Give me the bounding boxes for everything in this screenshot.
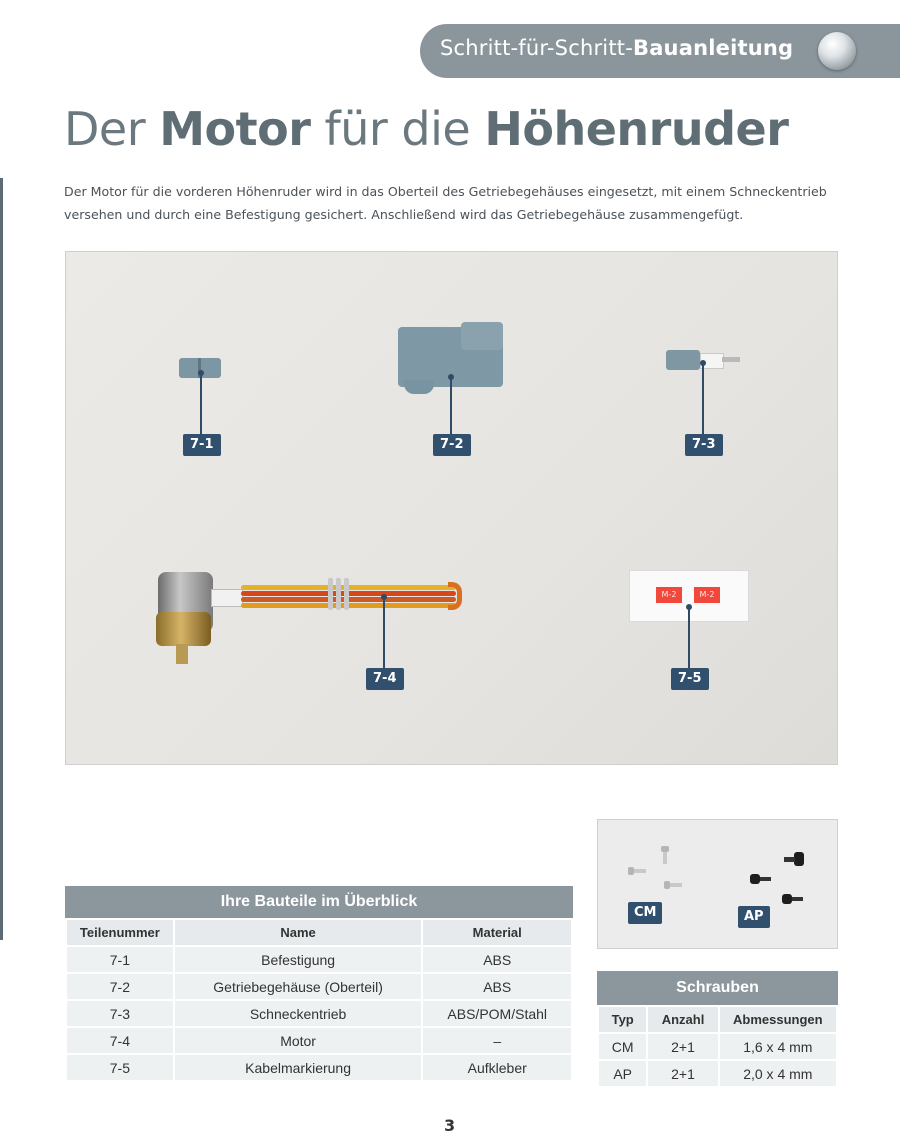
section-header-bold: Bauanleitung — [632, 36, 794, 60]
title-part-4: Höhenruder — [484, 102, 789, 156]
part-7-3-shaft — [722, 357, 740, 362]
label-mark: M-2 — [656, 587, 682, 603]
section-header-prefix: Schritt-für-Schritt- — [440, 36, 633, 60]
cell-part-number: 7-5 — [66, 1054, 174, 1081]
cell-type: AP — [598, 1060, 647, 1087]
table-row — [66, 1054, 572, 1081]
column-header: Anzahl — [647, 1006, 718, 1033]
cell-quantity: 2+1 — [647, 1060, 718, 1087]
part-7-2-tab — [461, 322, 503, 350]
callout-line-7-4 — [383, 597, 385, 669]
cell-part-number: 7-1 — [66, 946, 174, 973]
screws-table — [597, 971, 838, 1088]
part-7-4-connector — [211, 589, 243, 607]
cable-ring — [344, 578, 349, 610]
screw-cm-icon — [664, 878, 684, 892]
screw-cm-icon — [658, 846, 672, 866]
callout-tag-7-5: 7-5 — [671, 668, 709, 690]
cell-part-number: 7-2 — [66, 973, 174, 1000]
cell-material: – — [422, 1027, 572, 1054]
callout-tag-7-2: 7-2 — [433, 434, 471, 456]
section-ball-icon — [818, 32, 856, 70]
cell-part-number: 7-4 — [66, 1027, 174, 1054]
page-title — [64, 102, 788, 156]
screws-table-caption: Schrauben — [597, 971, 838, 1005]
part-7-4-shaft — [176, 644, 188, 664]
cell-name: Kabelmarkierung — [174, 1054, 423, 1081]
callout-tag-7-4: 7-4 — [366, 668, 404, 690]
column-header: Material — [422, 919, 572, 946]
table-header-row — [66, 919, 572, 946]
cell-material: Aufkleber — [422, 1054, 572, 1081]
intro-paragraph: Der Motor für die vorderen Höhenruder wird in das Oberteil des Getriebegehäuses eingesetzt, mit einem Schneckentrieb versehen und durch eine Befestigung gesichert. Anschließend wird das Getriebegehäuse zusammengefügt. — [64, 184, 827, 222]
cell-material: ABS — [422, 946, 572, 973]
callout-line-7-1 — [200, 373, 202, 435]
cell-name: Motor — [174, 1027, 423, 1054]
column-header: Typ — [598, 1006, 647, 1033]
table-row — [66, 946, 572, 973]
parts-table-caption: Ihre Bauteile im Überblick — [65, 886, 573, 918]
column-header: Abmessungen — [719, 1006, 837, 1033]
wire-loop — [448, 582, 462, 610]
screw-ap-icon — [750, 872, 772, 886]
screw-ap-icon — [782, 892, 804, 906]
parts-table — [65, 886, 573, 1082]
left-margin-rule — [0, 178, 3, 940]
part-7-2-ear — [404, 380, 434, 394]
column-header: Teilenummer — [66, 919, 174, 946]
title-part-1: Der — [64, 102, 160, 156]
screw-ap-icon — [784, 852, 806, 868]
title-part-3: für die — [310, 102, 485, 156]
cell-name: Befestigung — [174, 946, 423, 973]
callout-tag-7-3: 7-3 — [685, 434, 723, 456]
table-header-row — [598, 1006, 837, 1033]
table-row — [66, 1000, 572, 1027]
page-number: 3 — [444, 1116, 456, 1135]
table-row — [598, 1060, 837, 1087]
callout-line-7-3 — [702, 363, 704, 435]
screw-tag-cm: CM — [628, 902, 662, 924]
screws-photo — [597, 819, 838, 949]
cell-part-number: 7-3 — [66, 1000, 174, 1027]
cell-dimensions: 1,6 x 4 mm — [719, 1033, 837, 1060]
table-row — [598, 1033, 837, 1060]
parts-photo — [65, 251, 838, 765]
part-7-4-gearbox — [156, 612, 211, 646]
part-7-3-image — [666, 350, 700, 370]
screw-tag-ap: AP — [738, 906, 770, 928]
cell-material: ABS/POM/Stahl — [422, 1000, 572, 1027]
cell-name: Getriebegehäuse (Oberteil) — [174, 973, 423, 1000]
title-part-2: Motor — [159, 102, 311, 156]
cell-type: CM — [598, 1033, 647, 1060]
table-row — [66, 973, 572, 1000]
screw-cm-icon — [628, 864, 648, 878]
cable-ring — [328, 578, 333, 610]
cell-material: ABS — [422, 973, 572, 1000]
callout-line-7-5 — [688, 607, 690, 669]
callout-tag-7-1: 7-1 — [183, 434, 221, 456]
section-header — [420, 24, 900, 78]
table-row — [66, 1027, 572, 1054]
label-mark: M-2 — [694, 587, 720, 603]
cell-quantity: 2+1 — [647, 1033, 718, 1060]
column-header: Name — [174, 919, 423, 946]
cell-name: Schneckentrieb — [174, 1000, 423, 1027]
cell-dimensions: 2,0 x 4 mm — [719, 1060, 837, 1087]
cable-ring — [336, 578, 341, 610]
section-header-label — [440, 36, 793, 60]
callout-line-7-2 — [450, 377, 452, 435]
